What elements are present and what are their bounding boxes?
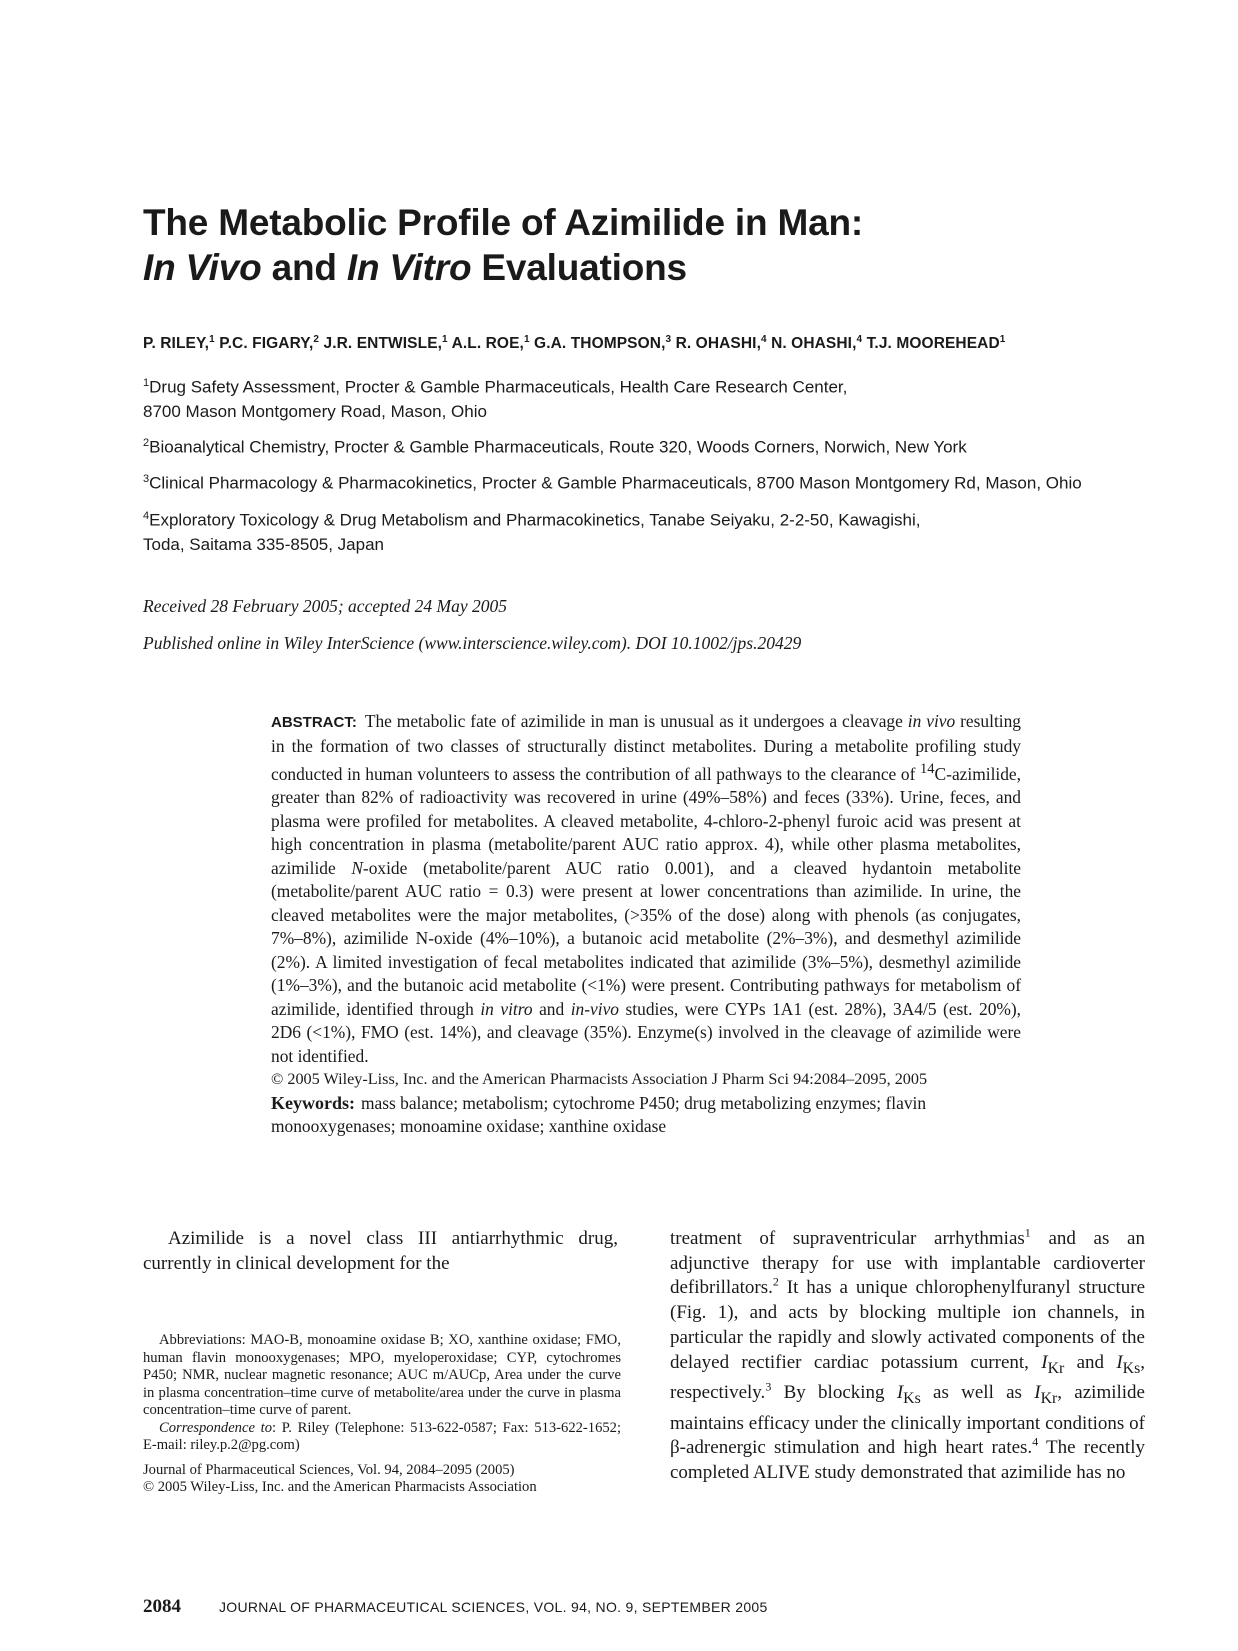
- page-number: 2084: [143, 1596, 181, 1617]
- affiliation-1: $^1$Drug Safety Assessment, Procter & Gamble Pharmaceuticals, Health Care Research Center, 8700 Mason Montgomery Road, Mason, Ohio: [143, 377, 848, 421]
- title-in-vitro: In Vitro: [346, 247, 472, 288]
- author-affiliation-marker: 1: [442, 334, 448, 345]
- author-affiliation-marker: 1: [523, 334, 530, 345]
- author: T.J. MOOREHEAD$^1$: [866, 334, 1006, 353]
- affiliation-3: $^3$Clinical Pharmacology & Pharmacokinetics, Procter & Gamble Pharmaceuticals, 8700 Mason Montgomery Rd, Mason, Ohio: [143, 473, 1082, 493]
- publication-info: Published online in Wiley InterScience (www.interscience.wiley.com). DOI 10.1002/jps.20429: [143, 633, 802, 653]
- intro-paragraph: Azimilide is a novel class III antiarrhythmic drug, currently in clinical development for the: [143, 1228, 618, 1274]
- title-evaluations: Evaluations: [471, 247, 687, 288]
- author-affiliation-marker: 3: [665, 334, 672, 345]
- footnotes: [143, 1332, 621, 1497]
- author: R. OHASHI,$^4$: [675, 334, 767, 353]
- right-column-paragraph: treatment of supraventricular arrhythmias$^1$ and as an adjunctive therapy for use with implantable cardioverter defibrillators.$^2$ It has a unique chlorophenylfuranyl structure (Fig. 1), and acts by blocking multiple ion channels, in particular the rapidly and slowly activated components of the delayed rectifier cardiac potassium current, $I_{Kr}$ and $I_{Ks}$, respectively.$^3$ By blocking $I_{Ks}$ as well as $I_{Kr}$, azimilide maintains efficacy under the clinically important conditions of β-adrenergic stimulation and high heart rates.$^4$ The recently completed ALIVE study demonstrated that azimilide has no: [670, 1225, 1146, 1483]
- journal-copyright: © 2005 Wiley-Liss, Inc. and the American Pharmacists Association: [143, 1479, 537, 1495]
- title-line-2: [143, 245, 1143, 290]
- abstract-label: ABSTRACT:: [271, 714, 357, 731]
- title-line-1: The Metabolic Profile of Azimilide in Man:: [143, 202, 864, 243]
- correspondence-footnote: Correspondence to: P. Riley (Telephone: 513-622-0587; Fax: 513-622-1652; E-mail: riley.p.2@pg.com): [143, 1419, 622, 1453]
- keywords: Keywords: mass balance; metabolism; cytochrome P450; drug metabolizing enzymes; flavin monooxygenases; monoamine oxidase; xanthine oxidase: [271, 1092, 927, 1137]
- paper-title: [143, 200, 1143, 290]
- affiliation-4: $^4$Exploratory Toxicology & Drug Metabolism and Pharmacokinetics, Tanabe Seiyaku, 2-2-50, Kawagishi, Toda, Saitama 335-8505, Japan: [143, 510, 921, 554]
- abstract: [271, 710, 1021, 1139]
- author-affiliation-marker: 4: [856, 334, 863, 345]
- author-affiliation-marker: 4: [760, 334, 767, 345]
- page-footer: [143, 1596, 768, 1618]
- abstract-body: ABSTRACT: The metabolic fate of azimilide in man is unusual as it undergoes a cleavage in vivo resulting in the formation of two classes of structurally distinct metabolites. During a metabolite profiling study conducted in human volunteers to assess the contribution of all pathways to the clearance of $^{14}$C-azimilide, greater than 82% of radioactivity was recovered in urine (49%–58%) and feces (33%). Urine, feces, and plasma were profiled for metabolites. A cleaved metabolite, 4-chloro-2-phenyl furoic acid was present at high concentration in plasma (metabolite/parent AUC ratio approx. 4), while other plasma metabolites, azimilide N-oxide (metabolite/parent AUC ratio 0.001), and a cleaved hydantoin metabolite (metabolite/parent AUC ratio = 0.3) were present at lower concentrations than azimilide. In urine, the cleaved metabolites were the major metabolites, (>35% of the dose) along with phenols (as conjugates, 7%–8%), azimilide N-oxide (4%–10%), a butanoic acid metabolite (2%–3%), and desmethyl azimilide (2%). A limited investigation of fecal metabolites indicated that azimilide (3%–5%), desmethyl azimilide (1%–3%), and the butanoic acid metabolite (<1%) were present. Contributing pathways for metabolism of azimilide, identified through in vitro and in-vivo studies, were CYPs 1A1 (est. 28%), 3A4/5 (est. 20%), 2D6 (<1%), FMO (est. 14%), and cleavage (35%). Enzyme(s) involved in the cleavage of azimilide were not identified.: [271, 711, 1022, 1066]
- affiliation-2: $^2$Bioanalytical Chemistry, Procter & Gamble Pharmaceuticals, Route 320, Woods Corners, Norwich, New York: [143, 437, 967, 457]
- author: G.A. THOMPSON,$^3$: [534, 334, 672, 353]
- journal-citation: Journal of Pharmaceutical Sciences, Vol. 94, 2084–2095 (2005): [143, 1461, 515, 1478]
- keywords-label: Keywords:: [271, 1092, 355, 1113]
- author: A.L. ROE,$^1$: [451, 334, 530, 353]
- journal-running-footer: JOURNAL OF PHARMACEUTICAL SCIENCES, VOL. 94, NO. 9, SEPTEMBER 2005: [219, 1599, 768, 1615]
- author: P.C. FIGARY,$^2$: [219, 334, 320, 353]
- author-affiliation-marker: 1: [999, 334, 1006, 345]
- abstract-copyright: © 2005 Wiley-Liss, Inc. and the American Pharmacists Association J Pharm Sci 94:2084–2095, 2005: [271, 1070, 928, 1089]
- author-affiliation-marker: 2: [313, 334, 320, 345]
- author: P. RILEY,$^1$: [143, 334, 215, 353]
- author: N. OHASHI,$^4$: [771, 334, 863, 353]
- received-date: Received 28 February 2005; accepted 24 May 2005: [143, 596, 507, 616]
- title-in-vivo: In Vivo: [143, 247, 262, 288]
- abbreviations-footnote: Abbreviations: MAO-B, monoamine oxidase B; XO, xanthine oxidase; FMO, human flavin monooxygenases; MPO, myeloperoxidase; CYP, cytochromes P450; NMR, nuclear magnetic resonance; AUC m/AUCp, Area under the curve in plasma concentration–time curve of metabolite/area under the curve in plasma concentration–time curve of parent.: [143, 1332, 621, 1418]
- author: J.R. ENTWISLE,$^1$: [323, 334, 448, 353]
- author-affiliation-marker: 1: [209, 334, 215, 345]
- author-list: [143, 334, 1148, 353]
- title-and: and: [261, 247, 347, 288]
